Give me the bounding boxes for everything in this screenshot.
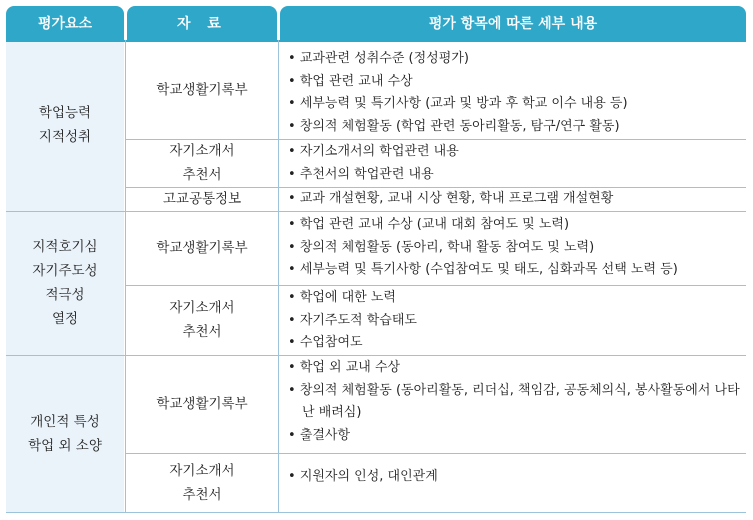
header-source: 자 료: [127, 6, 277, 40]
detail-list: [280, 141, 746, 186]
source-cell: [127, 212, 277, 284]
label-line: 학업능력: [38, 105, 92, 121]
source-label: 자기소개서: [169, 300, 235, 316]
group-label-personal: [6, 356, 124, 512]
source-label: 학교생활기록부: [156, 240, 248, 256]
group-label-academic: [6, 42, 124, 208]
source-cell: [127, 188, 277, 210]
source-cell: [127, 356, 277, 452]
group-divider: [6, 211, 746, 212]
list-item: • 학업에 대한 노력: [288, 290, 396, 305]
label-line: 지적성취: [38, 129, 92, 145]
source-label: 추천서: [182, 324, 222, 340]
source-label: 학교생활기록부: [156, 396, 248, 412]
source-cell: [127, 140, 277, 186]
list-item: • 자기소개서의 학업관련 내용: [288, 144, 459, 159]
source-cell: [127, 42, 277, 138]
source-label: 고교공통정보: [162, 191, 242, 207]
list-item: • 학업 관련 교내 수상: [288, 73, 413, 89]
list-item: • 창의적 체험활동 (동아리활동, 리더십, 책임감, 공동체의식, 봉사활동에서 나타난 배려심): [288, 382, 740, 420]
list-item: • 출결사항: [288, 427, 351, 443]
list-item: • 창의적 체험활동 (학업 관련 동아리활동, 탐구/연구 활동): [288, 118, 620, 134]
header-details: 평가 항목에 따른 세부 내용: [280, 6, 746, 40]
label-line: 자기주도성: [32, 263, 98, 279]
label-line: 지적호기심: [32, 239, 98, 255]
source-cell: [127, 286, 277, 354]
label-line: 열정: [51, 311, 79, 327]
detail-list: [280, 357, 746, 447]
list-item: • 추천서의 학업관련 내용: [288, 166, 434, 182]
source-label: 추천서: [182, 167, 222, 183]
detail-list: [280, 188, 746, 211]
source-label: 학교생활기록부: [156, 82, 248, 98]
row-divider: [126, 187, 746, 188]
list-item: • 학업 관련 교내 수상 (교내 대회 참여도 및 노력): [288, 217, 570, 232]
list-item: • 교과 개설현황, 교내 시상 현황, 학내 프로그램 개설현황: [288, 191, 614, 206]
row-divider: [126, 285, 746, 286]
source-cell: [127, 454, 277, 512]
source-label: 자기소개서: [169, 463, 235, 479]
label-line: 적극성: [45, 287, 85, 303]
header-evaluation-element: 평가요소: [6, 6, 124, 40]
bottom-rule: [6, 512, 746, 513]
list-item: • 창의적 체험활동 (동아리, 학내 활동 참여도 및 노력): [288, 239, 595, 255]
header-rule: [6, 40, 746, 42]
list-item: • 학업 외 교내 수상: [288, 360, 401, 375]
detail-list: [280, 48, 746, 138]
list-item: • 수업참여도: [288, 335, 363, 350]
detail-list: [280, 214, 746, 282]
source-label: 자기소개서: [169, 143, 235, 159]
column-divider: [125, 40, 126, 512]
row-divider: [126, 139, 746, 140]
label-line: 학업 외 소양: [28, 438, 102, 454]
list-item: • 지원자의 인성, 대인관계: [288, 469, 438, 484]
label-line: 개인적 특성: [30, 414, 100, 430]
list-item: • 세부능력 및 특기사항 (수업참여도 및 태도, 심화과목 선택 노력 등): [288, 262, 678, 277]
column-divider: [278, 40, 279, 512]
group-label-curiosity: [6, 212, 124, 354]
list-item: • 교과관련 성취수준 (정성평가): [288, 51, 469, 66]
source-label: 추천서: [182, 487, 222, 503]
row-divider: [126, 453, 746, 454]
group-divider: [6, 355, 746, 356]
detail-list: [280, 287, 746, 355]
list-item: • 자기주도적 학습태도: [288, 312, 417, 328]
list-item: • 세부능력 및 특기사항 (교과 및 방과 후 학교 이수 내용 등): [288, 96, 628, 111]
detail-list: [280, 466, 746, 489]
